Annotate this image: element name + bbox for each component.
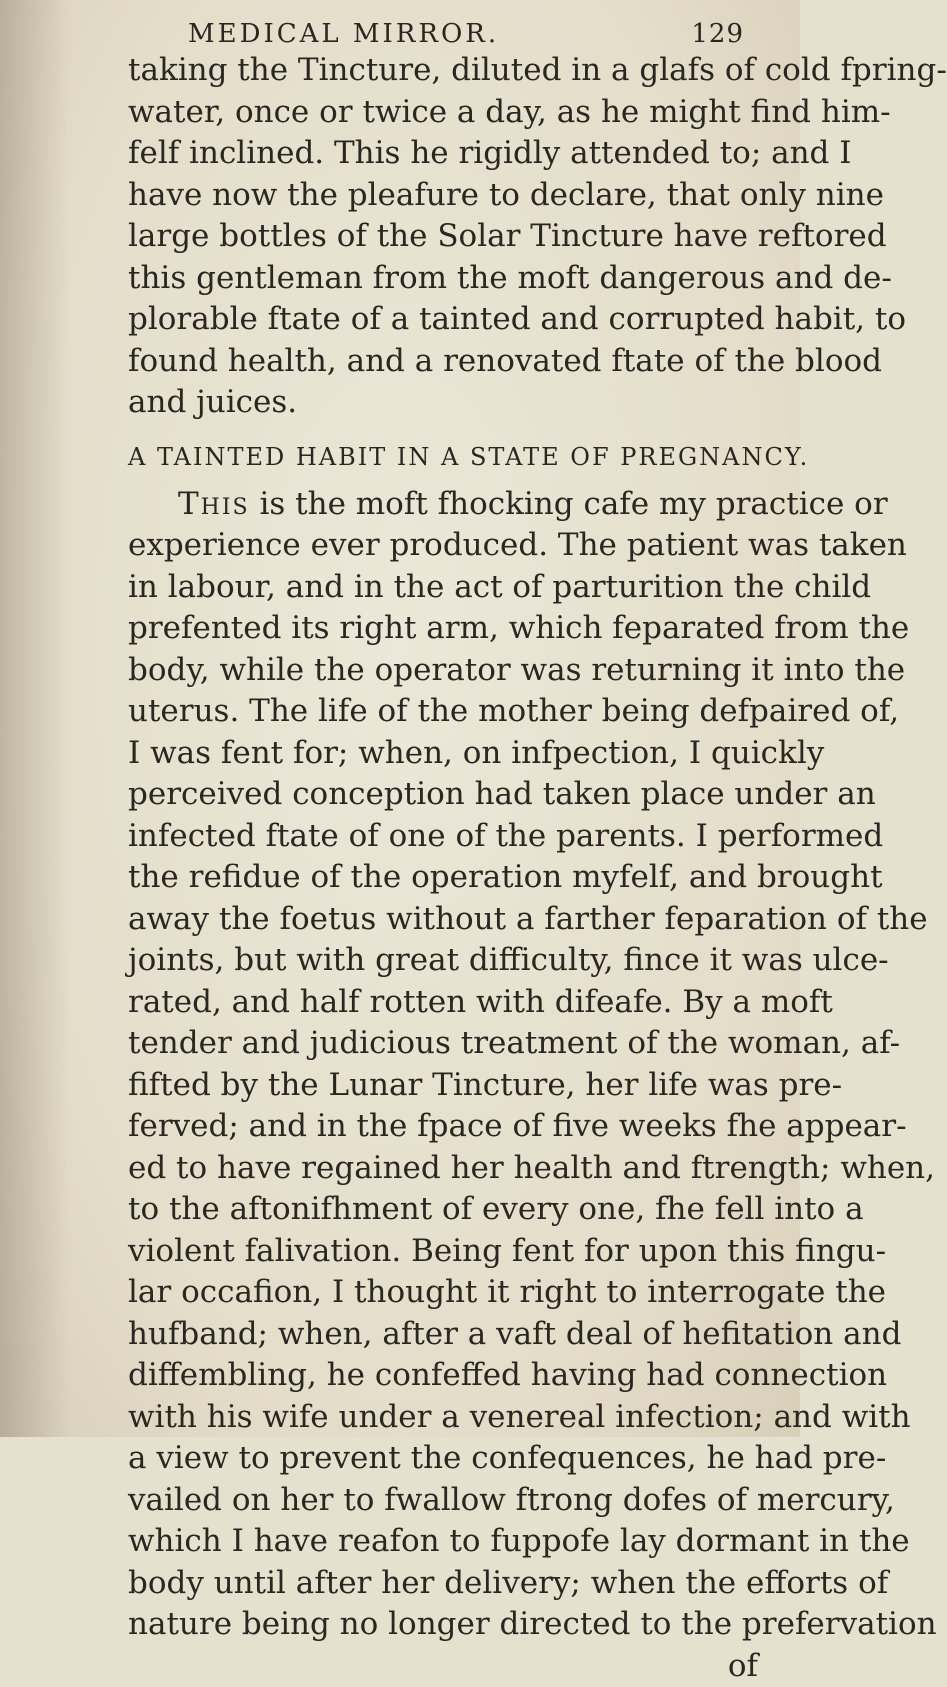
text-line: large bottles of the Solar Tincture have reftored <box>128 216 778 258</box>
text-line: joints, but with great difficulty, fince it was ulce- <box>128 940 778 982</box>
first-line-rest: is the moft fhocking cafe my practice or <box>259 486 887 522</box>
text-line: and juices. <box>128 382 778 424</box>
page-text <box>128 14 778 1687</box>
text-line: taking the Tincture, diluted in a glafs of cold fpring- <box>128 50 778 92</box>
text-line: ferved; and in the fpace of five weeks fhe appear- <box>128 1106 778 1148</box>
text-line: ed to have regained her health and ftrength; when, <box>128 1148 778 1190</box>
text-line: vailed on her to fwallow ftrong dofes of mercury, <box>128 1480 778 1522</box>
text-line: to the aftonifhment of every one, fhe fell into a <box>128 1189 778 1231</box>
text-line: experience ever produced. The patient was taken <box>128 525 778 567</box>
text-line: away the foetus without a farther feparation of the <box>128 899 778 941</box>
text-line: body until after her delivery; when the efforts of <box>128 1563 778 1605</box>
page-header <box>188 14 778 50</box>
text-line: a view to prevent the confequences, he had pre- <box>128 1438 778 1480</box>
text-line: found health, and a renovated ftate of the blood <box>128 341 778 383</box>
text-line: perceived conception had taken place under an <box>128 774 778 816</box>
text-line: lar occafion, I thought it right to interrogate the <box>128 1272 778 1314</box>
drop-word: This <box>178 486 250 522</box>
text-line: violent falivation. Being fent for upon this fingu- <box>128 1231 778 1273</box>
text-line: rated, and half rotten with difeafe. By a moft <box>128 982 778 1024</box>
page-gutter-shadow <box>0 0 70 1437</box>
text-line: have now the pleafure to declare, that only nine <box>128 175 778 217</box>
text-line: felf inclined. This he rigidly attended to; and I <box>128 133 778 175</box>
page-number: 129 <box>691 14 778 56</box>
text-line: nature being no longer directed to the prefervation <box>128 1604 778 1646</box>
text-line: the refidue of the operation myfelf, and brought <box>128 857 778 899</box>
paragraph-case <box>128 484 778 1646</box>
text-line: body, while the operator was returning it into the <box>128 650 778 692</box>
text-line: water, once or twice a day, as he might find him- <box>128 92 778 134</box>
text-line: hufband; when, after a vaft deal of hefitation and <box>128 1314 778 1356</box>
section-heading: A TAINTED HABIT IN A STATE OF PREGNANCY. <box>128 440 778 474</box>
text-line: with his wife under a venereal infection; and with <box>128 1397 778 1439</box>
text-line: prefented its right arm, which feparated from the <box>128 608 778 650</box>
text-line: diffembling, he confeffed having had connection <box>128 1355 778 1397</box>
text-line: which I have reafon to fuppofe lay dormant in the <box>128 1521 778 1563</box>
text-line: I was fent for; when, on infpection, I quickly <box>128 733 778 775</box>
text-line: infected ftate of one of the parents. I performed <box>128 816 778 858</box>
text-line: uterus. The life of the mother being defpaired of, <box>128 691 778 733</box>
text-line: plorable ftate of a tainted and corrupted habit, to <box>128 299 778 341</box>
text-line: tender and judicious treatment of the woman, af- <box>128 1023 778 1065</box>
text-line-first <box>128 484 778 526</box>
catchword: of <box>128 1646 778 1687</box>
text-line: fifted by the Lunar Tincture, her life was pre- <box>128 1065 778 1107</box>
text-line: in labour, and in the act of parturition the child <box>128 567 778 609</box>
paragraph-continued <box>128 50 778 424</box>
running-head: MEDICAL MIRROR. <box>188 14 499 56</box>
text-line: this gentleman from the moft dangerous and de- <box>128 258 778 300</box>
